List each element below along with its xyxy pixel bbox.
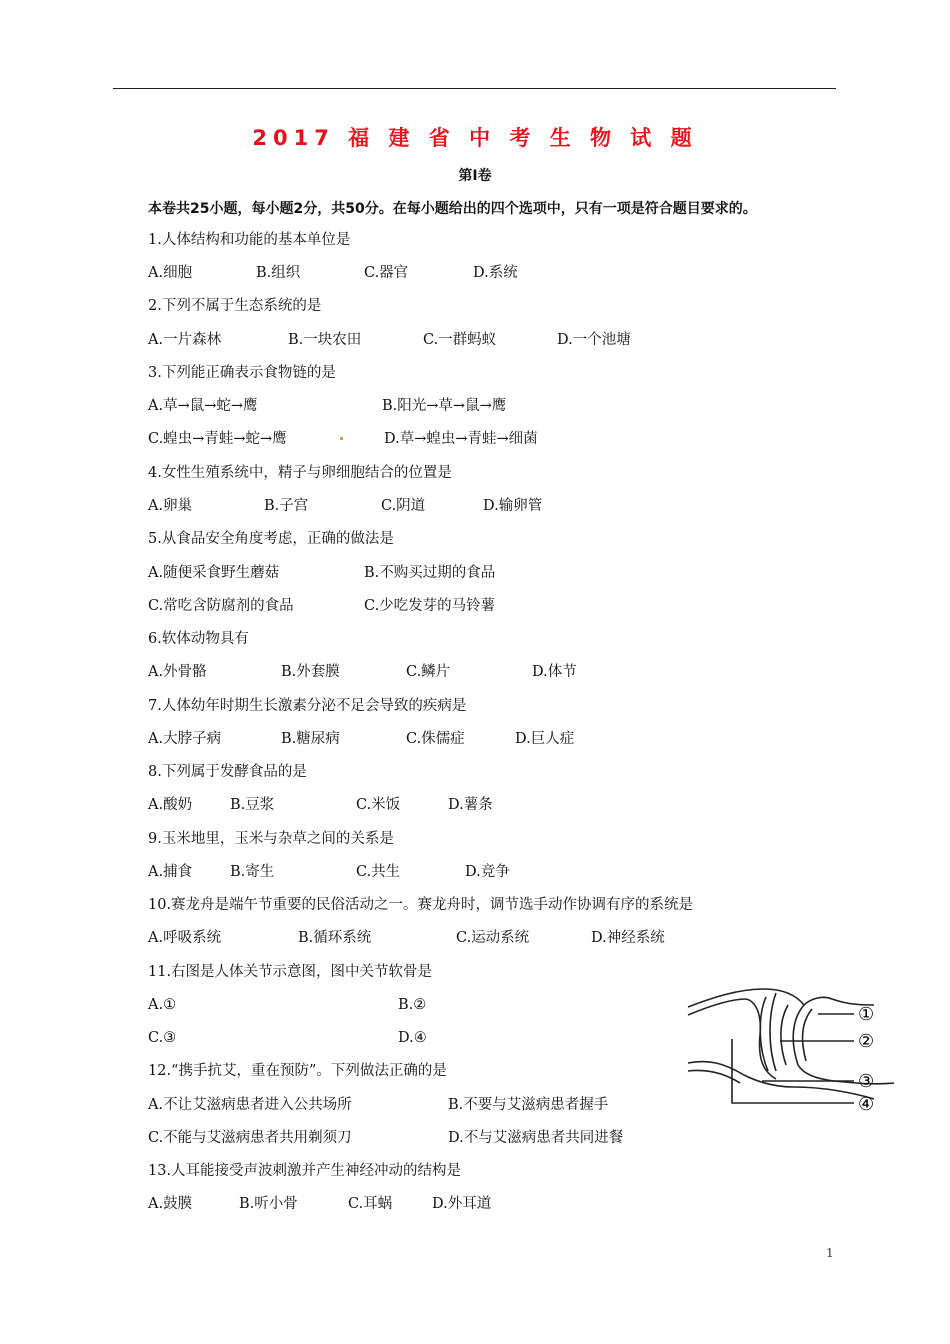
option: B.组织 <box>256 265 301 281</box>
option: C.常吃含防腐剂的食品 <box>148 598 294 614</box>
option: B.糖尿病 <box>281 731 340 747</box>
instructions: 本卷共25小题，每小题2分，共50分。在每小题给出的四个选项中，只有一项是符合题目要求的。 <box>148 201 757 217</box>
option: B.循环系统 <box>298 930 372 946</box>
question-stem: 1.人体结构和功能的基本单位是 <box>148 232 351 248</box>
question-stem: 8.下列属于发酵食品的是 <box>148 764 307 780</box>
question-stem: 3.下列能正确表示食物链的是 <box>148 365 336 381</box>
option: A.卵巢 <box>148 498 193 514</box>
option: D.外耳道 <box>432 1196 492 1212</box>
joint-diagram-label-3: ③ <box>858 1071 875 1092</box>
option: B.一块农田 <box>288 332 362 348</box>
option: A.① <box>148 997 177 1013</box>
option: C.蝗虫→青蛙→蛇→鹰 <box>148 431 287 447</box>
option: D.神经系统 <box>591 930 665 946</box>
option: B.不要与艾滋病患者握手 <box>448 1097 609 1113</box>
option: A.外骨骼 <box>148 664 207 680</box>
option: A.随便采食野生蘑菇 <box>148 565 280 581</box>
question-stem: 5.从食品安全角度考虑，正确的做法是 <box>148 531 394 547</box>
option: D.④ <box>398 1030 427 1046</box>
option: B.听小骨 <box>239 1196 298 1212</box>
question-stem: 10.赛龙舟是端午节重要的民俗活动之一。赛龙舟时，调节选手动作协调有序的系统是 <box>148 897 694 913</box>
option: C.阴道 <box>381 498 426 514</box>
question-stem: 12.“携手抗艾，重在预防”。下列做法正确的是 <box>148 1063 447 1079</box>
option: A.鼓膜 <box>148 1196 193 1212</box>
joint-diagram <box>684 975 904 1120</box>
option: D.体节 <box>532 664 577 680</box>
option: D.一个池塘 <box>557 332 631 348</box>
option: B.子宫 <box>264 498 309 514</box>
option: A.细胞 <box>148 265 193 281</box>
option: C.侏儒症 <box>406 731 465 747</box>
option: D.竞争 <box>465 864 510 880</box>
option: D.薯条 <box>448 797 493 813</box>
option: B.② <box>398 997 427 1013</box>
joint-diagram-label-4: ④ <box>858 1094 875 1115</box>
option: B.不购买过期的食品 <box>364 565 496 581</box>
section-title: 第Ⅰ卷 <box>458 168 492 184</box>
question-stem: 7.人体幼年时期生长激素分泌不足会导致的疾病是 <box>148 698 467 714</box>
option: A.捕食 <box>148 864 193 880</box>
option: C.③ <box>148 1030 177 1046</box>
page-number: 1 <box>826 1246 834 1260</box>
joint-diagram-label-2: ② <box>858 1031 875 1052</box>
option: A.草→鼠→蛇→鹰 <box>148 398 258 414</box>
question-stem: 9.玉米地里，玉米与杂草之间的关系是 <box>148 831 394 847</box>
option: B.豆浆 <box>230 797 275 813</box>
option: C.共生 <box>356 864 401 880</box>
option: D.系统 <box>473 265 518 281</box>
option: C.鳞片 <box>406 664 451 680</box>
option: D.草→蝗虫→青蛙→细菌 <box>384 431 538 447</box>
question-stem: 2.下列不属于生态系统的是 <box>148 298 322 314</box>
stray-mark <box>340 437 343 440</box>
option: C.少吃发芽的马铃薯 <box>364 598 496 614</box>
joint-diagram-label-1: ① <box>858 1004 875 1025</box>
exam-title: 2017 福 建 省 中 考 生 物 试 题 <box>252 126 698 150</box>
option: A.大脖子病 <box>148 731 222 747</box>
option: C.器官 <box>364 265 409 281</box>
option: A.酸奶 <box>148 797 193 813</box>
option: A.一片森林 <box>148 332 222 348</box>
option: B.寄生 <box>230 864 275 880</box>
option: A.不让艾滋病患者进入公共场所 <box>148 1097 352 1113</box>
option: D.输卵管 <box>483 498 543 514</box>
option: C.一群蚂蚁 <box>423 332 497 348</box>
option: C.不能与艾滋病患者共用剃须刀 <box>148 1130 352 1146</box>
question-stem: 11.右图是人体关节示意图，图中关节软骨是 <box>148 964 433 980</box>
option: B.阳光→草→鼠→鹰 <box>382 398 507 414</box>
option: A.呼吸系统 <box>148 930 222 946</box>
option: C.米饭 <box>356 797 401 813</box>
option: D.巨人症 <box>515 731 575 747</box>
option: C.耳蜗 <box>348 1196 393 1212</box>
option: B.外套膜 <box>281 664 340 680</box>
question-stem: 13.人耳能接受声波刺激并产生神经冲动的结构是 <box>148 1163 462 1179</box>
question-stem: 4.女性生殖系统中，精子与卵细胞结合的位置是 <box>148 465 452 481</box>
header-rule <box>113 88 836 89</box>
joint-diagram-pointer-4 <box>732 1039 854 1103</box>
option: D.不与艾滋病患者共同进餐 <box>448 1130 624 1146</box>
question-stem: 6.软体动物具有 <box>148 631 249 647</box>
option: C.运动系统 <box>456 930 530 946</box>
